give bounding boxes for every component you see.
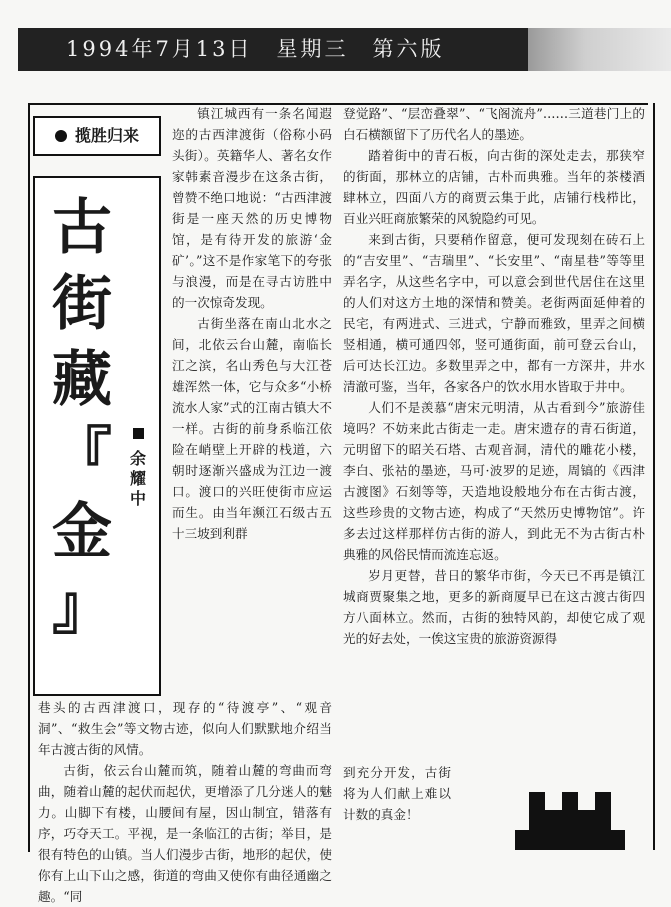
byline-char: 余: [129, 449, 146, 468]
byline-char: 中: [129, 489, 146, 508]
headline-char: 』: [52, 573, 112, 643]
paragraph: 来到古街，只要稍作留意，便可发现刻在砖石上的“吉安里”、“吉瑞里”、“长安里”、“南星巷”等等里弄名字，从这些名字中，可以意会到世代居住在这里的人们对这方土地的深情和赞美。老街两面延伸着的民宅，有两进式、三进式，宁静而雅致，里弄之间横竖相通，横可通四邻，竖可通街面，前可登云台山，后可达长江边。多数里弄之中，都有一方深井，井水清澈可鉴，当年，各家各户的饮水用水皆取于井中。: [343, 232, 645, 394]
column-d: [343, 762, 451, 846]
column-rule: [653, 103, 655, 850]
byline: [125, 428, 151, 509]
title-frame: [33, 176, 161, 696]
headline-char: 『: [52, 421, 112, 491]
paragraph: 巷头的古西津渡口，现存的“待渡亭”、“观音洞”、“救生会”等文物古迹，似向人们默默地介绍当年古渡古街的风情。: [38, 700, 332, 757]
paragraph: 岁月更替，昔日的繁华市街，今天已不再是镇江城商贾聚集之地，更多的新商厦早已在这古渡古街四方八面林立。然而，古街的独特风韵，却使它成了观光的好去处，一俟这宝贵的旅游资源得: [343, 568, 645, 646]
paragraph: 到充分开发，古街将为人们献上难以计数的真金！: [343, 765, 451, 822]
column-c: [343, 103, 645, 759]
column-tag-label: 揽胜归来: [74, 126, 139, 145]
paragraph: 踏着街中的青石板，向古街的深处走去，那狭窄的街面，那林立的店铺，古朴而典雅。当年的茶楼酒肆林立，四面八方的商贾云集于此，店铺行栈栉比，百业兴旺商旅繁荣的风貌隐约可见。: [343, 148, 645, 226]
adjacent-column-edge: [657, 160, 671, 850]
title-block: [33, 116, 161, 698]
paragraph: 镇江城西有一条名闻遐迩的古西津渡街（俗称小码头街）。英籍华人、著名女作家韩素音漫步在这条古街，曾赞不绝口地说：“古西津渡街是一座天然的历史博物馆，是有待开发的旅游‘金矿’。”这不是作家笔下的夸张与浪漫，而是在寻古访胜中的一次惊奇发现。: [172, 106, 332, 310]
headline-char: 藏: [52, 345, 112, 415]
headline: [49, 190, 115, 646]
headline-char: 古: [52, 193, 112, 263]
square-bullet-icon: [133, 428, 144, 439]
paragraph: 古街，依云台山麓而筑，随着山麓的弯曲而弯曲，随着山麓的起伏而起伏，更增添了几分迷人的魅力。山脚下有楼，山腰间有屋，因山制宜，错落有序，巧夺天工。平视，是一条临江的古街；举目，是很有特色的山镇。当人们漫步古街，地形的起伏，使你有上山下山之感，街道的弯曲又使你有曲径通幽之趣。“同: [38, 763, 332, 904]
bullet-icon: [55, 130, 67, 142]
paragraph: 人们不是羡慕“唐宋元明清，从古看到今”旅游佳境吗？不妨来此古街走一走。唐宋遗存的青石街道，元明留下的昭关石塔、古观音洞，清代的雕花小楼，李白、张祜的墨迹，马可·波罗的足迹，周镐的《西津古渡图》石刻等等，天造地设般地分布在古街古渡，这些珍贵的文物古迹，构成了“天然历史博物馆”。许多去过这样那样仿古街的游人，到此无不为古街古朴典雅的风俗民情而流连忘返。: [343, 400, 645, 562]
column-tag: [33, 116, 161, 156]
paragraph: 古街坐落在南山北水之间，北依云台山麓，南临长江之滨，名山秀色与大江苍雄浑然一体，它与众多“小桥流水人家”式的江南古镇大不一样。古街的前身系临江依险在峭壁上开辟的栈道，六朝时逐渐兴盛成为江边一渡口。渡口的兴旺使街市应运而生。由当年濒江石级古五十三坡到利群: [172, 316, 332, 541]
headline-char: 金: [52, 497, 112, 567]
tower-logo-icon: [515, 770, 625, 850]
column-b: [38, 697, 332, 904]
headline-char: 街: [52, 269, 112, 339]
column-a: [172, 103, 332, 693]
byline-char: 耀: [129, 469, 146, 488]
paragraph: 登觉路”、“层峦叠翠”、“飞阁流舟”……三道巷门上的白石横额留下了历代名人的墨迹。: [343, 106, 645, 142]
masthead-shade: [528, 28, 671, 71]
masthead-bar: [18, 28, 528, 71]
masthead-date: 1994年7月13日 星期三 第六版: [66, 37, 445, 61]
